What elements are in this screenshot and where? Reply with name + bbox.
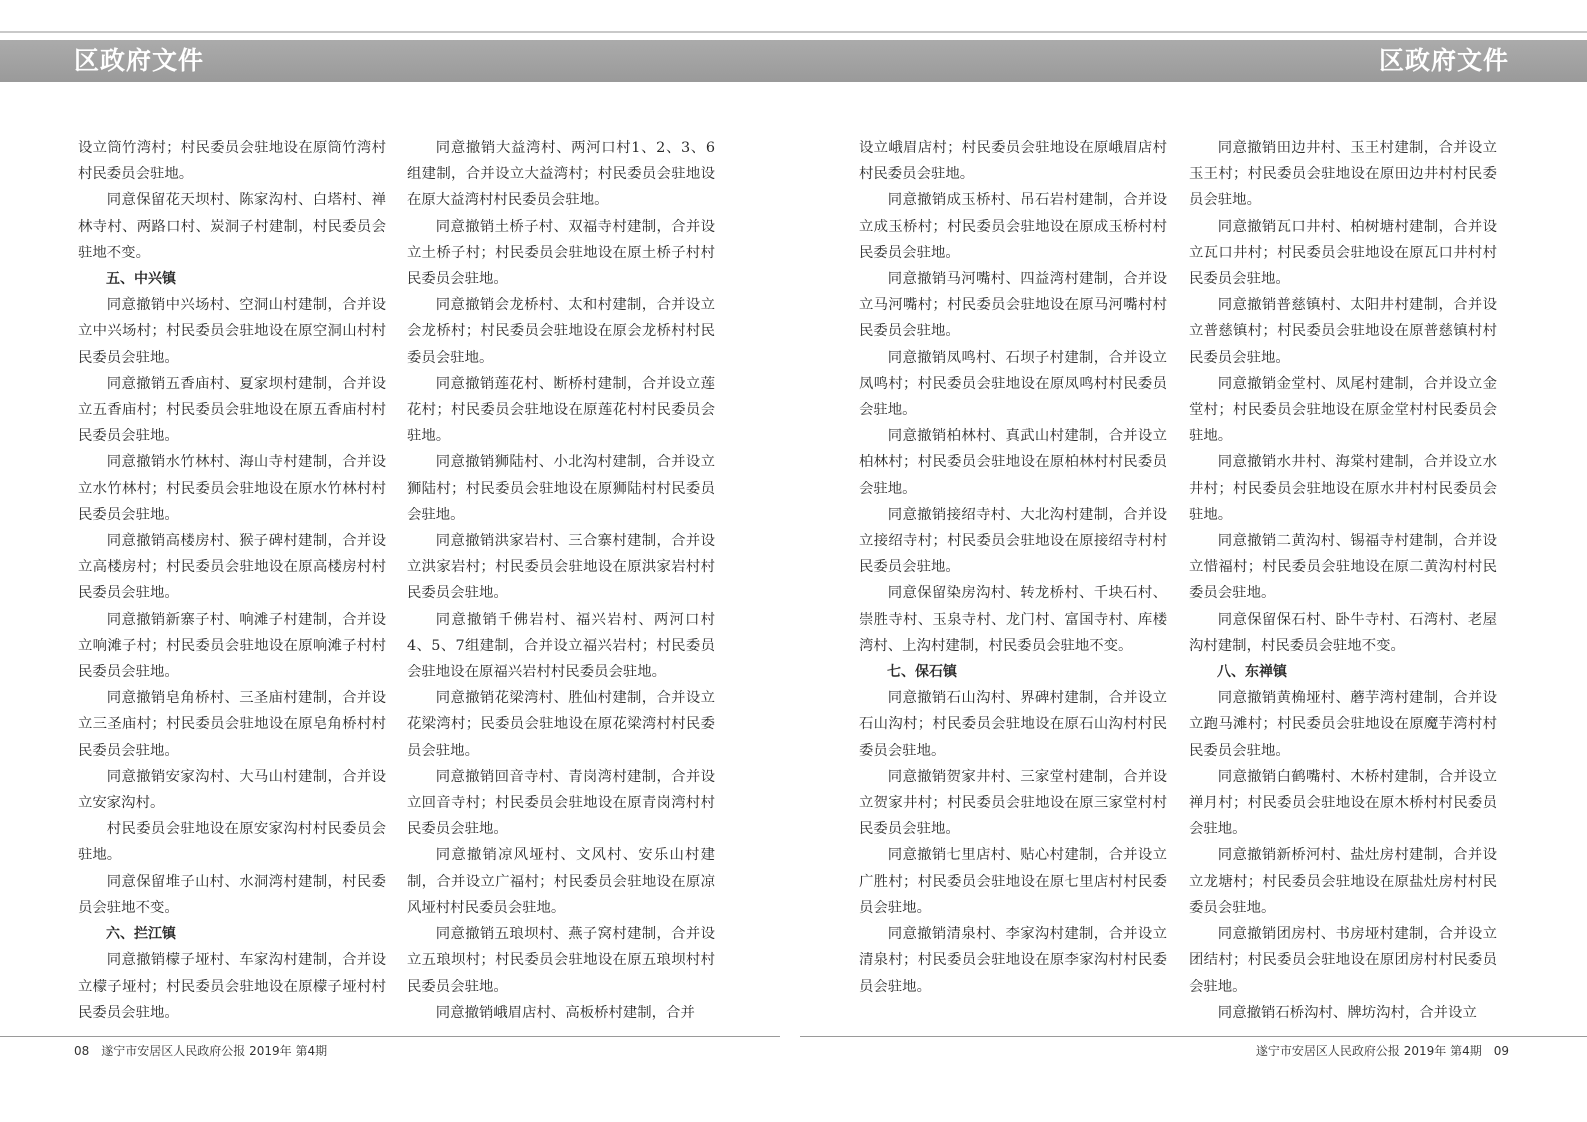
right-footer-rule: [800, 1036, 1587, 1037]
paragraph: 同意撤销土桥子村、双福寺村建制，合并设立土桥子村；村民委员会驻地设在原土桥子村村民委员会驻地。: [407, 218, 715, 288]
paragraph: 同意撤销皂角桥村、三圣庙村建制，合并设立三圣庙村；村民委员会驻地设在原皂角桥村村民委员会驻地。: [78, 690, 386, 759]
paragraph: 同意撤销高楼房村、猴子碑村建制，合并设立高楼房村；村民委员会驻地设在原高楼房村村民委员会驻地。: [78, 533, 386, 602]
paragraph: 设立筒竹湾村；村民委员会驻地设在原筒竹湾村村民委员会驻地。: [78, 140, 386, 183]
paragraph: 村民委员会驻地设在原安家沟村村民委员会驻地。: [78, 821, 386, 864]
paragraph: 同意保留花天坝村、陈家沟村、白塔村、禅林寺村、两路口村、炭洞子村建制，村民委员会驻地不变。: [78, 192, 386, 261]
paragraph: 同意撤销檬子垭村、车家沟村建制，合并设立檬子垭村；村民委员会驻地设在原檬子垭村村民委员会驻地。: [78, 952, 386, 1021]
paragraph: 同意撤销狮陆村、小北沟村建制，合并设立狮陆村；村民委员会驻地设在原狮陆村村民委员会驻地。: [407, 454, 715, 523]
paragraph: 同意撤销接绍寺村、大北沟村建制，合并设立接绍寺村；村民委员会驻地设在原接绍寺村村民委员会驻地。: [859, 506, 1167, 576]
paragraph: 同意撤销中兴场村、空洞山村建制，合并设立中兴场村；村民委员会驻地设在原空洞山村村民委员会驻地。: [78, 297, 386, 366]
paragraph: 同意撤销花梁湾村、胜仙村建制，合并设立花梁湾村；民委员会驻地设在原花梁湾村村民委员会驻地。: [407, 690, 715, 759]
paragraph: 同意撤销凉风垭村、文风村、安乐山村建制，合并设立广福村；村民委员会驻地设在原凉风垭村村民委员会驻地。: [407, 847, 715, 916]
left-page-number: 08: [74, 1044, 90, 1058]
paragraph: 同意撤销大益湾村、两河口村1、2、3、6组建制，合并设立大益湾村；村民委员会驻地设在原大益湾村村民委员会驻地。: [407, 140, 715, 209]
paragraph: 同意撤销黄桷垭村、蘑芋湾村建制，合并设立跑马滩村；村民委员会驻地设在原魔芋湾村村民委员会驻地。: [1189, 690, 1497, 759]
page-header-band: [0, 40, 1587, 82]
left-publication-info: 遂宁市安居区人民政府公报 2019年 第4期: [101, 1044, 328, 1058]
paragraph: 同意撤销普慈镇村、太阳井村建制，合并设立普慈镇村；村民委员会驻地设在原普慈镇村村民委员会驻地。: [1189, 297, 1497, 366]
section-heading: 八、东禅镇: [1217, 664, 1287, 681]
paragraph: 同意撤销团房村、书房垭村建制，合并设立团结村；村民委员会驻地设在原团房村村民委员会驻地。: [1189, 926, 1497, 995]
paragraph: 同意撤销新桥河村、盐灶房村建制，合并设立龙塘村；村民委员会驻地设在原盐灶房村村民委员会驻地。: [1189, 847, 1497, 916]
paragraph: 同意撤销石桥沟村、牌坊沟村，合并设立: [1217, 1004, 1477, 1021]
text-column-3: [859, 135, 1167, 1028]
top-rule: [0, 31, 1587, 33]
paragraph: 同意撤销峨眉店村、高板桥村建制，合并: [435, 1004, 695, 1021]
paragraph: 同意撤销水竹林村、海山寺村建制，合并设立水竹林村；村民委员会驻地设在原水竹林村村民委员会驻地。: [78, 454, 386, 523]
paragraph: 同意撤销洪家岩村、三合寨村建制，合并设立洪家岩村；村民委员会驻地设在原洪家岩村村民委员会驻地。: [407, 533, 715, 602]
paragraph: 同意撤销千佛岩村、福兴岩村、两河口村4、5、7组建制，合并设立福兴岩村；村民委员会驻地设在原福兴岩村村民委员会驻地。: [407, 611, 715, 681]
paragraph: 同意保留染房沟村、转龙桥村、千块石村、崇胜寺村、玉泉寺村、龙门村、富国寺村、库楼湾村、上沟村建制，村民委员会驻地不变。: [859, 585, 1167, 654]
left-page-footer: [74, 1043, 327, 1059]
section-heading: 七、保石镇: [887, 664, 957, 681]
paragraph: 同意撤销瓦口井村、柏树塘村建制，合并设立瓦口井村；村民委员会驻地设在原瓦口井村村民委员会驻地。: [1189, 218, 1497, 288]
section-heading: 五、中兴镇: [106, 271, 176, 288]
text-column-4: [1189, 135, 1497, 1028]
paragraph: 同意撤销七里店村、贴心村建制，合并设立广胜村；村民委员会驻地设在原七里店村村民委员会驻地。: [859, 847, 1167, 916]
paragraph: 同意保留保石村、卧牛寺村、石湾村、老屋沟村建制，村民委员会驻地不变。: [1189, 611, 1497, 654]
paragraph: 同意撤销五香庙村、夏家坝村建制，合并设立五香庙村；村民委员会驻地设在原五香庙村村民委员会驻地。: [78, 375, 386, 445]
left-footer-rule: [0, 1036, 780, 1037]
paragraph: 设立峨眉店村；村民委员会驻地设在原峨眉店村村民委员会驻地。: [859, 140, 1167, 183]
paragraph: 同意撤销安家沟村、大马山村建制，合并设立安家沟村。: [78, 768, 386, 812]
section-heading: 六、拦江镇: [106, 926, 176, 943]
paragraph: 同意撤销马河嘴村、四益湾村建制，合并设立马河嘴村；村民委员会驻地设在原马河嘴村村民委员会驻地。: [859, 271, 1167, 340]
paragraph: 同意撤销二黄沟村、锡福寺村建制，合并设立惜福村；村民委员会驻地设在原二黄沟村村民委员会驻地。: [1189, 533, 1497, 602]
text-column-2: [407, 135, 715, 1028]
paragraph: 同意撤销新寨子村、响滩子村建制，合并设立响滩子村；村民委员会驻地设在原响滩子村村民委员会驻地。: [78, 611, 386, 681]
paragraph: 同意撤销石山沟村、界碑村建制，合并设立石山沟村；村民委员会驻地设在原石山沟村村民委员会驻地。: [859, 690, 1167, 759]
right-page-number: 09: [1493, 1044, 1509, 1058]
paragraph: 同意撤销金堂村、凤尾村建制，合并设立金堂村；村民委员会驻地设在原金堂村村民委员会驻地。: [1189, 375, 1497, 445]
paragraph: 同意撤销凤鸣村、石坝子村建制，合并设立凤鸣村；村民委员会驻地设在原凤鸣村村民委员会驻地。: [859, 349, 1167, 419]
paragraph: 同意保留堆子山村、水洞湾村建制，村民委员会驻地不变。: [78, 873, 386, 916]
paragraph: 同意撤销五琅坝村、燕子窝村建制，合并设立五琅坝村；村民委员会驻地设在原五琅坝村村民委员会驻地。: [407, 926, 715, 995]
paragraph: 同意撤销水井村、海棠村建制，合并设立水井村；村民委员会驻地设在原水井村村民委员会驻地。: [1189, 454, 1497, 523]
paragraph: 同意撤销田边井村、玉王村建制，合并设立玉王村；村民委员会驻地设在原田边井村村民委员会驻地。: [1189, 140, 1497, 209]
right-page-header-title: 区政府文件: [1378, 46, 1509, 75]
paragraph: 同意撤销成玉桥村、吊石岩村建制，合并设立成玉桥村；村民委员会驻地设在原成玉桥村村民委员会驻地。: [859, 192, 1167, 261]
right-publication-info: 遂宁市安居区人民政府公报 2019年 第4期: [1255, 1044, 1482, 1058]
paragraph: 同意撤销清泉村、李家沟村建制，合并设立清泉村；村民委员会驻地设在原李家沟村村民委员会驻地。: [859, 926, 1167, 995]
left-page-header-title: 区政府文件: [74, 46, 205, 75]
paragraph: 同意撤销会龙桥村、太和村建制，合并设立会龙桥村；村民委员会驻地设在原会龙桥村村民委员会驻地。: [407, 297, 715, 366]
paragraph: 同意撤销白鹤嘴村、木桥村建制，合并设立禅月村；村民委员会驻地设在原木桥村村民委员会驻地。: [1189, 768, 1497, 838]
paragraph: 同意撤销莲花村、断桥村建制，合并设立莲花村；村民委员会驻地设在原莲花村村民委员会驻地。: [407, 375, 715, 445]
paragraph: 同意撤销回音寺村、青岗湾村建制，合并设立回音寺村；村民委员会驻地设在原青岗湾村村民委员会驻地。: [407, 768, 715, 838]
paragraph: 同意撤销柏林村、真武山村建制，合并设立柏林村；村民委员会驻地设在原柏林村村民委员会驻地。: [859, 428, 1167, 497]
right-page-footer: [1256, 1043, 1509, 1059]
paragraph: 同意撤销贺家井村、三家堂村建制，合并设立贺家井村；村民委员会驻地设在原三家堂村村民委员会驻地。: [859, 768, 1167, 838]
text-column-1: [78, 135, 386, 1028]
